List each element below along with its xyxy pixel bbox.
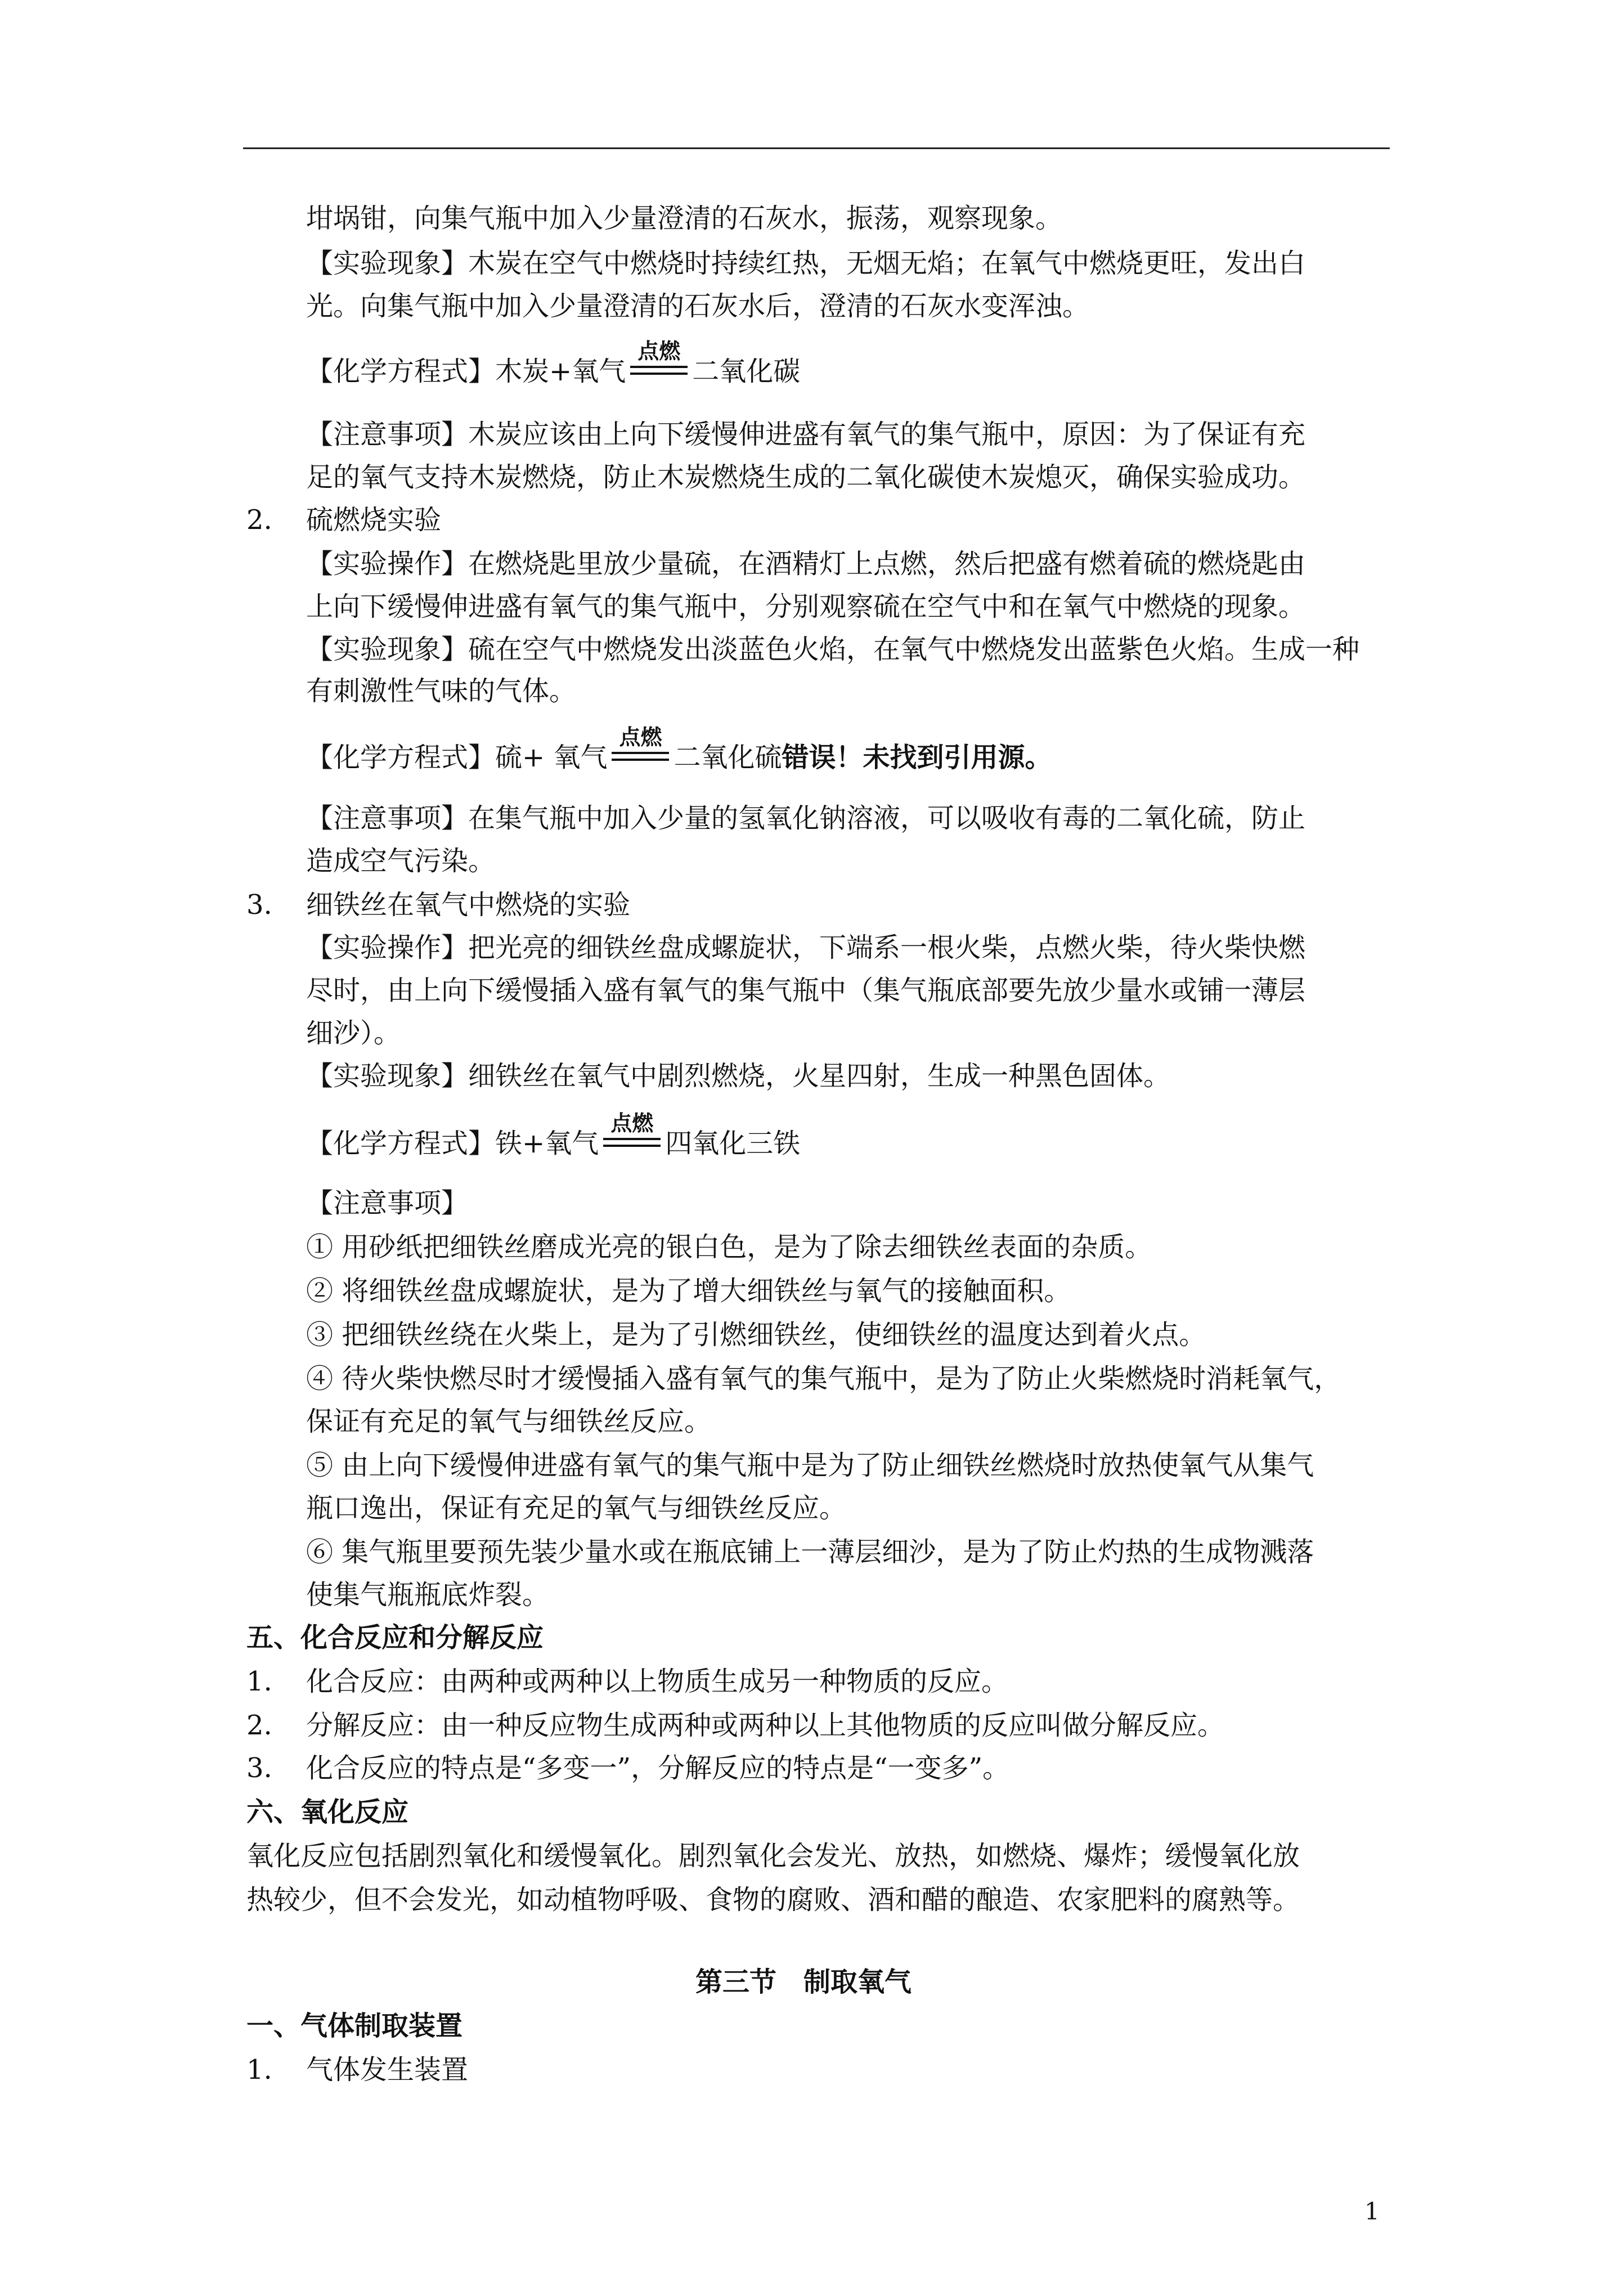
text-line: 【实验现象】硫在空气中燃烧发出淡蓝色火焰，在氧气中燃烧发出蓝紫色火焰。生成一种 <box>306 634 1360 665</box>
text-line: 【实验现象】木炭在空气中燃烧时持续红热，无烟无焰；在氧气中燃烧更旺，发出白 <box>306 248 1306 279</box>
text-line: 有刺激性气味的气体。 <box>306 675 577 707</box>
chapter-section-title: 第三节 制取氧气 <box>695 1966 912 1998</box>
list-number: 2. <box>246 1710 272 1741</box>
text-line: ⑥ 集气瓶里要预先装少量水或在瓶底铺上一薄层细沙，是为了防止灼热的生成物溅落 <box>306 1536 1314 1568</box>
list-title: 硫燃烧实验 <box>306 504 442 536</box>
equation-left: 【化学方程式】木炭+氧气 <box>306 356 626 387</box>
text-line: 【实验操作】在燃烧匙里放少量硫，在酒精灯上点燃，然后把盛有燃着硫的燃烧匙由 <box>306 548 1306 580</box>
list-title: 细铁丝在氧气中燃烧的实验 <box>306 889 631 921</box>
text-line: 热较少，但不会发光，如动植物呼吸、食物的腐败、酒和醋的酿造、农家肥料的腐熟等。 <box>246 1884 1300 1916</box>
equation-right: 二氧化硫 <box>673 742 782 773</box>
list-number: 3. <box>246 889 272 921</box>
text-line: ① 用砂纸把细铁丝磨成光亮的银白色，是为了除去细铁丝表面的杂质。 <box>306 1231 1152 1263</box>
text-line: 保证有充足的氧气与细铁丝反应。 <box>306 1406 712 1437</box>
list-number: 3. <box>246 1752 272 1784</box>
section-heading: 一、气体制取装置 <box>246 2010 463 2042</box>
equation-line <box>306 339 801 388</box>
text-line: 分解反应：由一种反应物生成两种或两种以上其他物质的反应叫做分解反应。 <box>306 1710 1225 1741</box>
text-line: 上向下缓慢伸进盛有氧气的集气瓶中，分别观察硫在空气中和在氧气中燃烧的现象。 <box>306 591 1306 622</box>
text-line: 细沙）。 <box>306 1017 401 1049</box>
equation-line <box>306 1111 801 1160</box>
page-number: 1 <box>1364 2198 1380 2225</box>
section-heading: 五、化合反应和分解反应 <box>246 1622 544 1653</box>
text-line: 【注意事项】在集气瓶中加入少量的氢氧化钠溶液，可以吸收有毒的二氧化硫，防止 <box>306 802 1306 834</box>
reaction-condition: 点燃 <box>619 725 662 750</box>
text-line: ④ 待火柴快燃尽时才缓慢插入盛有氧气的集气瓶中，是为了防止火柴燃烧时消耗氧气， <box>306 1363 1341 1394</box>
text-line: ③ 把细铁丝绕在火柴上，是为了引燃细铁丝，使细铁丝的温度达到着火点。 <box>306 1319 1206 1351</box>
list-number: 1. <box>246 2054 272 2086</box>
text-line: 足的氧气支持木炭燃烧，防止木炭燃烧生成的二氧化碳使木炭熄灭，确保实验成功。 <box>306 461 1306 493</box>
text-line: 氧化反应包括剧烈氧化和缓慢氧化。剧烈氧化会发光、放热，如燃烧、爆炸；缓慢氧化放 <box>246 1840 1300 1872</box>
section-heading: 六、氧化反应 <box>246 1796 409 1828</box>
equation-right: 四氧化三铁 <box>665 1128 801 1159</box>
header-rule <box>243 147 1390 149</box>
list-number: 1. <box>246 1666 272 1697</box>
reaction-condition: 点燃 <box>610 1111 654 1136</box>
text-line: 使集气瓶瓶底炸裂。 <box>306 1579 550 1611</box>
text-line: 光。向集气瓶中加入少量澄清的石灰水后，澄清的石灰水变浑浊。 <box>306 290 1090 322</box>
reference-error: 错误！未找到引用源。 <box>782 742 1052 773</box>
reaction-arrow <box>601 1111 663 1160</box>
text-line: ② 将细铁丝盘成螺旋状，是为了增大细铁丝与氧气的接触面积。 <box>306 1275 1071 1307</box>
list-number: 2. <box>246 504 272 536</box>
equation-right: 二氧化碳 <box>692 356 801 387</box>
text-line: 造成空气污染。 <box>306 845 496 877</box>
text-line: ⑤ 由上向下缓慢伸进盛有氧气的集气瓶中是为了防止细铁丝燃烧时放热使氧气从集气 <box>306 1450 1314 1481</box>
text-line: 化合反应：由两种或两种以上物质生成另一种物质的反应。 <box>306 1666 1009 1697</box>
equation-line <box>306 725 1052 774</box>
text-line: 【注意事项】 <box>306 1187 469 1219</box>
reaction-arrow <box>628 339 690 388</box>
reaction-arrow <box>609 725 671 774</box>
text-line: 【实验操作】把光亮的细铁丝盘成螺旋状，下端系一根火柴，点燃火柴，待火柴快燃 <box>306 932 1306 963</box>
text-line: 气体发生装置 <box>306 2054 469 2086</box>
text-line: 尽时，由上向下缓慢插入盛有氧气的集气瓶中（集气瓶底部要先放少量水或铺一薄层 <box>306 975 1306 1006</box>
text-line: 【实验现象】细铁丝在氧气中剧烈燃烧，火星四射，生成一种黑色固体。 <box>306 1060 1171 1092</box>
reaction-condition: 点燃 <box>637 339 681 364</box>
text-line: 瓶口逸出，保证有充足的氧气与细铁丝反应。 <box>306 1492 847 1524</box>
text-line: 【注意事项】木炭应该由上向下缓慢伸进盛有氧气的集气瓶中，原因：为了保证有充 <box>306 419 1306 450</box>
text-line: 化合反应的特点是“多变一”，分解反应的特点是“一变多”。 <box>306 1752 1010 1784</box>
text-line: 坩埚钳，向集气瓶中加入少量澄清的石灰水，振荡，观察现象。 <box>306 203 1063 234</box>
equation-left: 【化学方程式】硫+ 氧气 <box>306 742 608 773</box>
equation-left: 【化学方程式】铁+氧气 <box>306 1128 599 1159</box>
